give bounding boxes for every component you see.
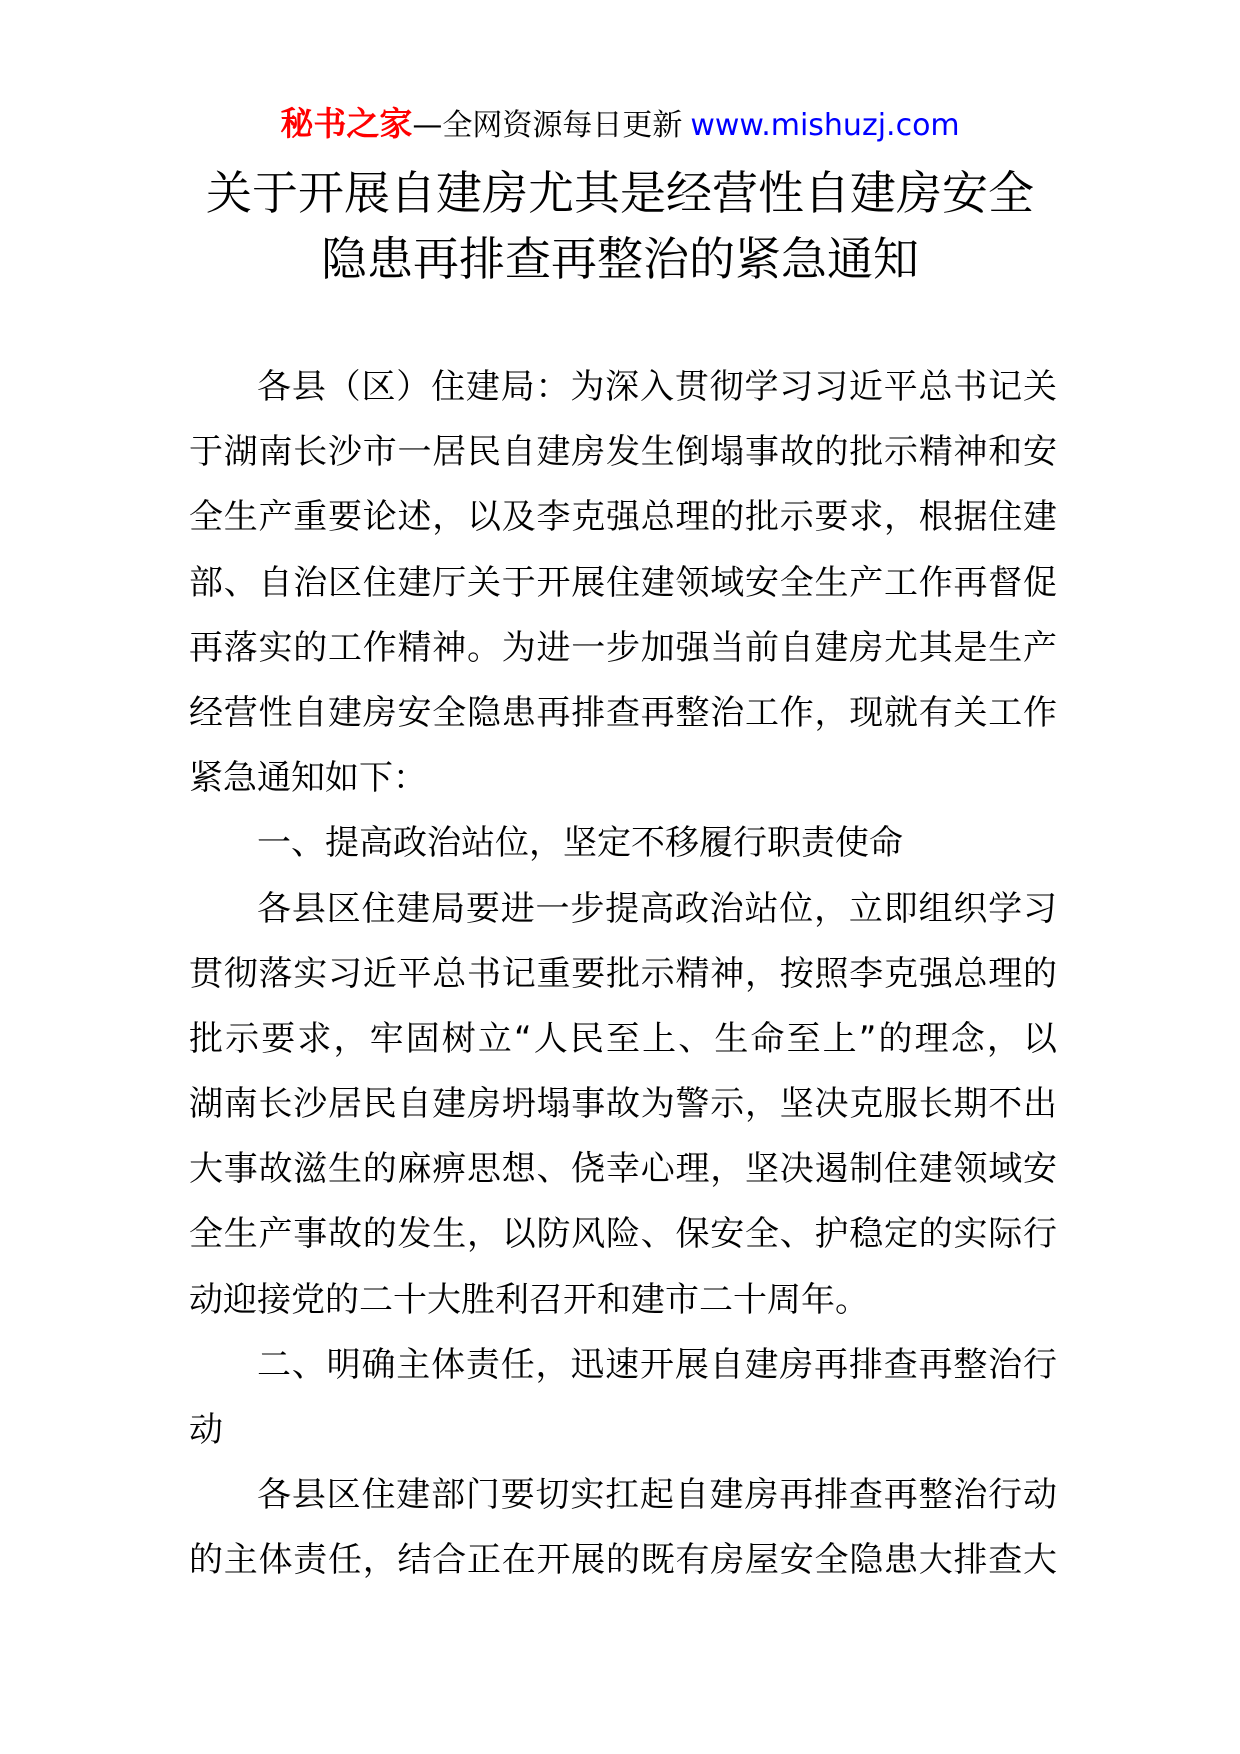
paragraph-line: 各县区住建部门要切实扛起自建房再排查再整治行动: [257, 1475, 1057, 1516]
site-tagline: —全网资源每日更新: [412, 108, 683, 143]
section-heading: [189, 1333, 1057, 1463]
site-header: [0, 104, 1240, 146]
paragraph-line: 各县区住建局要进一步提高政治站位，立即组织学习: [257, 888, 1057, 929]
section-heading-line: 二、明确主体责任，迅速开展自建房再排查再整治行: [257, 1344, 1057, 1385]
document-title: [120, 160, 1120, 292]
section-heading-line: 一、提高政治站位，坚定不移履行职责使命: [257, 823, 903, 864]
title-line: 关于开展自建房尤其是经营性自建房安全: [206, 166, 1034, 220]
paragraph-line: 批示要求，牢固树立“人民至上、生命至上”的理念，以: [189, 1018, 1057, 1059]
paragraph-line: 紧急通知如下：: [189, 758, 427, 799]
paragraph-line: 再落实的工作精神。为进一步加强当前自建房尤其是生产: [189, 627, 1057, 668]
paragraph: [189, 355, 1057, 811]
paragraph-line: 贯彻落实习近平总书记重要批示精神，按照李克强总理的: [189, 953, 1057, 994]
section-heading: [189, 811, 1057, 876]
paragraph-line: 全生产重要论述，以及李克强总理的批示要求，根据住建: [189, 497, 1057, 538]
section-heading-line: 动: [189, 1410, 223, 1450]
title-line: 隐患再排查再整治的紧急通知: [321, 232, 919, 286]
paragraph-line: 经营性自建房安全隐患再排查再整治工作，现就有关工作: [189, 692, 1057, 733]
site-name: 秘书之家: [280, 104, 413, 143]
paragraph-line: 各县（区）住建局：为深入贯彻学习习近平总书记关: [257, 367, 1057, 407]
paragraph-line: 全生产事故的发生，以防风险、保安全、护稳定的实际行: [189, 1214, 1057, 1255]
document-body: [189, 355, 1057, 1594]
paragraph-line: 大事故滋生的麻痹思想、侥幸心理，坚决遏制住建领域安: [189, 1149, 1057, 1190]
site-url: www.mishuzj.com: [690, 108, 960, 143]
paragraph-line: 部、自治区住建厅关于开展住建领域安全生产工作再督促: [189, 562, 1057, 603]
paragraph: [189, 1463, 1057, 1593]
paragraph-line: 于湖南长沙市一居民自建房发生倒塌事故的批示精神和安: [189, 432, 1057, 473]
paragraph-line: 动迎接党的二十大胜利召开和建市二十周年。: [189, 1279, 869, 1320]
paragraph: [189, 877, 1057, 1333]
paragraph-line: 湖南长沙居民自建房坍塌事故为警示，坚决克服长期不出: [189, 1084, 1057, 1125]
paragraph-line: 的主体责任，结合正在开展的既有房屋安全隐患大排查大: [189, 1540, 1057, 1581]
